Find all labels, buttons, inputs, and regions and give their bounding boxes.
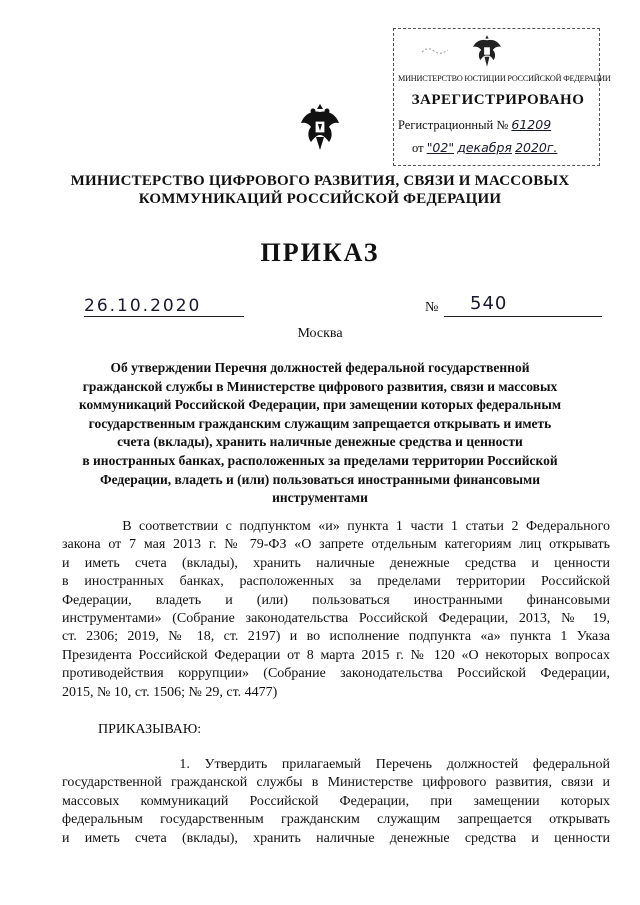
subject-line: Федерации, владеть и (или) пользоваться иностранными финансовыми [99, 471, 540, 487]
preamble-line: В соответствии с подпунктом «и» пункта 1 части 1 статьи 2 Федерального [62, 519, 610, 534]
ministry-title-line2: КОММУНИКАЦИЙ РОССИЙСКОЙ ФЕДЕРАЦИИ [138, 191, 502, 207]
subject-line: Об утверждении Перечня должностей федеральной государственной [110, 360, 530, 375]
stamp-date-year: 2020г. [515, 140, 558, 155]
subject-line: инструментами [272, 490, 368, 506]
subject-line: государственным гражданским служащим запрещается открывать и иметь [88, 415, 552, 431]
subject-line: коммуникаций Российской Федерации, при замещении которых федеральным [78, 397, 562, 413]
eagle-emblem-icon [470, 32, 504, 70]
stamp-ministry-name: МИНИСТЕРСТВО ЮСТИЦИИ РОССИЙСКОЙ ФЕДЕРАЦИИ [398, 74, 611, 83]
stamp-registered-title: ЗАРЕГИСТРИРОВАНО [411, 92, 585, 108]
preamble-line: 2015, № 10, ст. 1506; № 29, ст. 4477) [62, 684, 278, 700]
order-directive: ПРИКАЗЫВАЮ: [98, 722, 202, 737]
stamp-date-prefix: от [412, 141, 424, 155]
order-date: 26.10.2020 [84, 296, 202, 316]
preamble-line: и иметь счета (вклады), хранить наличные денежные средства и ценности [62, 555, 610, 571]
item-line: федеральным государственным гражданским служащим запрещается открывать [62, 812, 610, 828]
ministry-title-line1: МИНИСТЕРСТВО ЦИФРОВОГО РАЗВИТИЯ, СВЯЗИ И МАССОВЫХ [70, 173, 570, 189]
preamble-line: инструментами» (Собрание законодательства Российской Федерации, 2013, № 19, [62, 611, 610, 627]
item-line: государственной гражданской службы в Министерстве цифрового развития, связи и [62, 775, 610, 791]
document-subject [62, 359, 578, 508]
item-1-paragraph [62, 756, 610, 848]
city: Москва [297, 326, 343, 341]
item-line: и иметь счета (вклады), хранить наличные денежные средства и ценности [62, 830, 610, 846]
preamble-line: в иностранных банках, расположенных за пределами территории Российской [62, 574, 610, 590]
coat-of-arms-icon [300, 102, 340, 152]
item-line: 1. Утвердить прилагаемый Перечень должностей федеральной [62, 757, 610, 772]
stamp-date-month: декабря [457, 140, 512, 155]
ministry-title [40, 172, 600, 208]
document-type: ПРИКАЗ [260, 238, 380, 267]
stamp-date [412, 140, 602, 156]
preamble-line: Президента Российской Федерации от 8 марта 2015 г. № 120 «О некоторых вопросах [62, 647, 610, 663]
preamble-paragraph [62, 518, 610, 702]
stamp-date-day: "02" [426, 140, 455, 155]
preamble-line: Федерации, владеть и (или) пользоваться иностранными финансовыми [62, 592, 610, 608]
preamble-line: закона от 7 мая 2013 г. № 79-ФЗ «О запрете отдельным категориям лиц открывать [62, 537, 610, 553]
subject-line: гражданской службы в Министерстве цифрового развития, связи и массовых [82, 378, 558, 394]
preamble-line: противодействия коррупции» (Собрание законодательства Российской Федерации, [62, 666, 610, 682]
order-number: 540 [470, 293, 508, 314]
order-date-underline [84, 316, 244, 317]
stamp-reg-label: Регистрационный № [398, 118, 509, 132]
stamp-reg-number: 61209 [511, 117, 552, 132]
preamble-line: ст. 2306; 2019, № 18, ст. 2197) и во исполнение подпункта «а» пункта 1 Указа [62, 629, 610, 645]
number-sign: № [425, 300, 439, 315]
faint-mark [420, 42, 450, 60]
item-line: массовых коммуникаций Российской Федерации, при замещении которых [62, 793, 610, 809]
subject-line: счета (вклады), хранить наличные денежные средства и ценности [117, 434, 523, 450]
stamp-registration-number [398, 117, 598, 133]
subject-line: в иностранных банках, расположенных за пределами территории Российской [82, 452, 558, 468]
order-number-underline [444, 316, 602, 317]
